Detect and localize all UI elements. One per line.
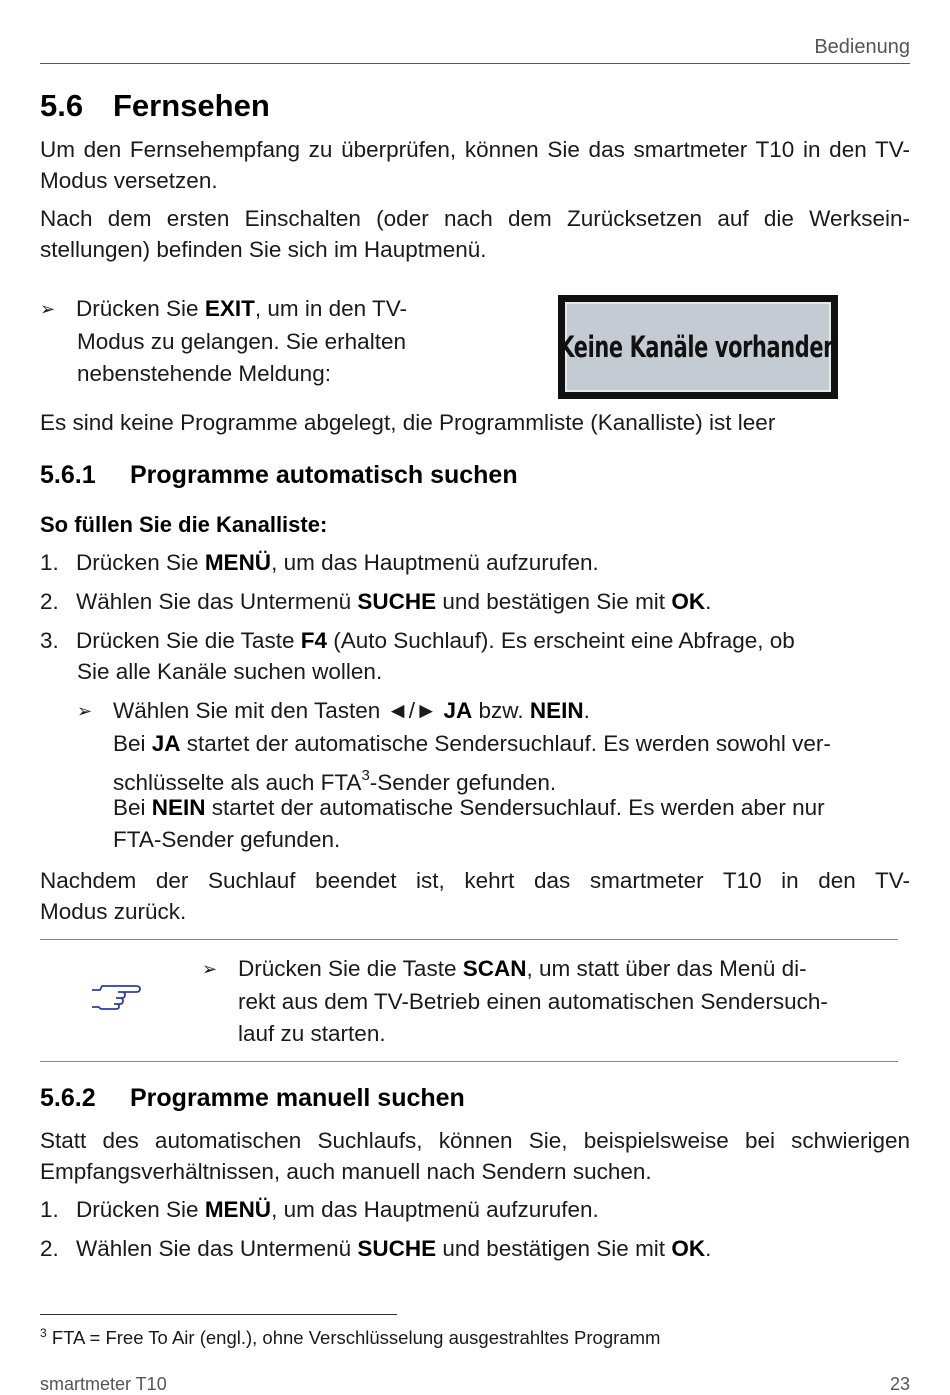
note-line-2: rekt aus dem TV-Betrieb einen automatischen Sendersuch- bbox=[238, 989, 828, 1014]
intro-paragraph-2-line-1: Nach dem ersten Einschalten (oder nach dem Zurücksetzen auf die Werksein- bbox=[40, 206, 910, 231]
exit-step-line-2: Modus zu gelangen. Sie erhalten bbox=[77, 329, 406, 354]
sub-bullet-line-1: ➢ Wählen Sie mit den Tasten ◄/► JA bzw. NEIN. bbox=[77, 695, 590, 727]
step-3-line-2: Sie alle Kanäle suchen wollen. bbox=[77, 659, 383, 684]
step-2: 2. Wählen Sie das Untermenü SUCHE und bestätigen Sie mit OK. bbox=[40, 589, 712, 614]
sub-bullet-line-5: FTA-Sender gefunden. bbox=[113, 827, 341, 852]
subsection-title: Programme manuell suchen bbox=[130, 1084, 465, 1112]
footnote-text: FTA = Free To Air (engl.), ohne Verschlüsselung ausgestrahltes Programm bbox=[46, 1327, 661, 1348]
exit-step-line-1: ➢ Drücken Sie EXIT, um in den TV- bbox=[40, 293, 407, 325]
footnote-ref: 3 bbox=[361, 767, 370, 784]
subsection-heading-2 bbox=[40, 1084, 465, 1113]
after-search-line-2: Modus zurück. bbox=[40, 899, 187, 924]
pointing-hand-icon bbox=[90, 980, 142, 1010]
intro-paragraph-2-line-2: stellungen) befinden Sie sich im Hauptmenü. bbox=[40, 237, 487, 262]
step-1: 1. Drücken Sie MENÜ, um das Hauptmenü aufzurufen. bbox=[40, 550, 599, 575]
sub-bullet-line-2: Bei JA startet der automatische Sendersuchlauf. Es werden sowohl ver- bbox=[113, 731, 831, 756]
footnote-mark: 3 bbox=[40, 1326, 47, 1340]
note-rule-top bbox=[40, 939, 898, 940]
note-line-3: lauf zu starten. bbox=[238, 1021, 386, 1046]
header-rule bbox=[40, 63, 910, 64]
note-line-1: ➢ Drücken Sie die Taste SCAN, um statt über das Menü di- bbox=[202, 953, 807, 985]
bullet-arrow-icon: ➢ bbox=[77, 701, 93, 721]
manual-paragraph-line-2: Empfangsverhältnissen, auch manuell nach Sendern suchen. bbox=[40, 1159, 652, 1184]
subsection-number: 5.6.1 bbox=[40, 461, 96, 489]
no-channels-message: Keine Kanäle vorhanden bbox=[558, 330, 838, 364]
key-exit: EXIT bbox=[204, 296, 255, 321]
key-scan: SCAN bbox=[462, 956, 527, 981]
empty-list-note: Es sind keine Programme abgelegt, die Programmliste (Kanalliste) ist leer bbox=[40, 410, 776, 435]
subsection-number: 5.6.2 bbox=[40, 1084, 96, 1112]
subsection-heading-1 bbox=[40, 461, 518, 490]
section-number: 5.6 bbox=[40, 88, 84, 123]
section-heading bbox=[40, 88, 270, 124]
footer-page-number: 23 bbox=[889, 1374, 910, 1394]
subsection-title: Programme automatisch suchen bbox=[130, 461, 518, 489]
sub-bullet-line-4: Bei NEIN startet der automatische Sendersuchlauf. Es werden aber nur bbox=[113, 795, 825, 820]
exit-step-line-3: nebenstehende Meldung: bbox=[77, 361, 331, 386]
list-subheading: So füllen Sie die Kanalliste: bbox=[40, 512, 328, 537]
sub-bullet-line-3: schlüsselte als auch FTA$^3$-Sender gefunden. bbox=[113, 767, 557, 795]
footer-product: smartmeter T10 bbox=[40, 1374, 167, 1394]
footnote bbox=[40, 1326, 660, 1349]
intro-paragraph-1: Um den Fernsehempfang zu überprüfen, können Sie das smartmeter T10 in den TV-Modus versetzen. bbox=[40, 137, 910, 193]
section-title: Fernsehen bbox=[113, 88, 270, 123]
no-channels-message-box bbox=[558, 295, 838, 399]
step-3-line-1: 3. Drücken Sie die Taste F4 (Auto Suchlauf). Es erscheint eine Abfrage, ob bbox=[40, 628, 795, 653]
manual-step-2: 2. Wählen Sie das Untermenü SUCHE und bestätigen Sie mit OK. bbox=[40, 1236, 712, 1261]
bullet-arrow-icon: ➢ bbox=[40, 299, 56, 319]
manual-paragraph-line-1: Statt des automatischen Suchlaufs, können Sie, beispielsweise bei schwierigen bbox=[40, 1128, 910, 1153]
note-rule-bottom bbox=[40, 1061, 898, 1062]
running-header: Bedienung bbox=[814, 36, 910, 58]
manual-step-1: 1. Drücken Sie MENÜ, um das Hauptmenü aufzurufen. bbox=[40, 1197, 599, 1222]
bullet-arrow-icon: ➢ bbox=[202, 959, 218, 979]
after-search-line-1: Nachdem der Suchlauf beendet ist, kehrt das smartmeter T10 in den TV- bbox=[40, 868, 910, 893]
footnote-rule bbox=[40, 1314, 397, 1315]
